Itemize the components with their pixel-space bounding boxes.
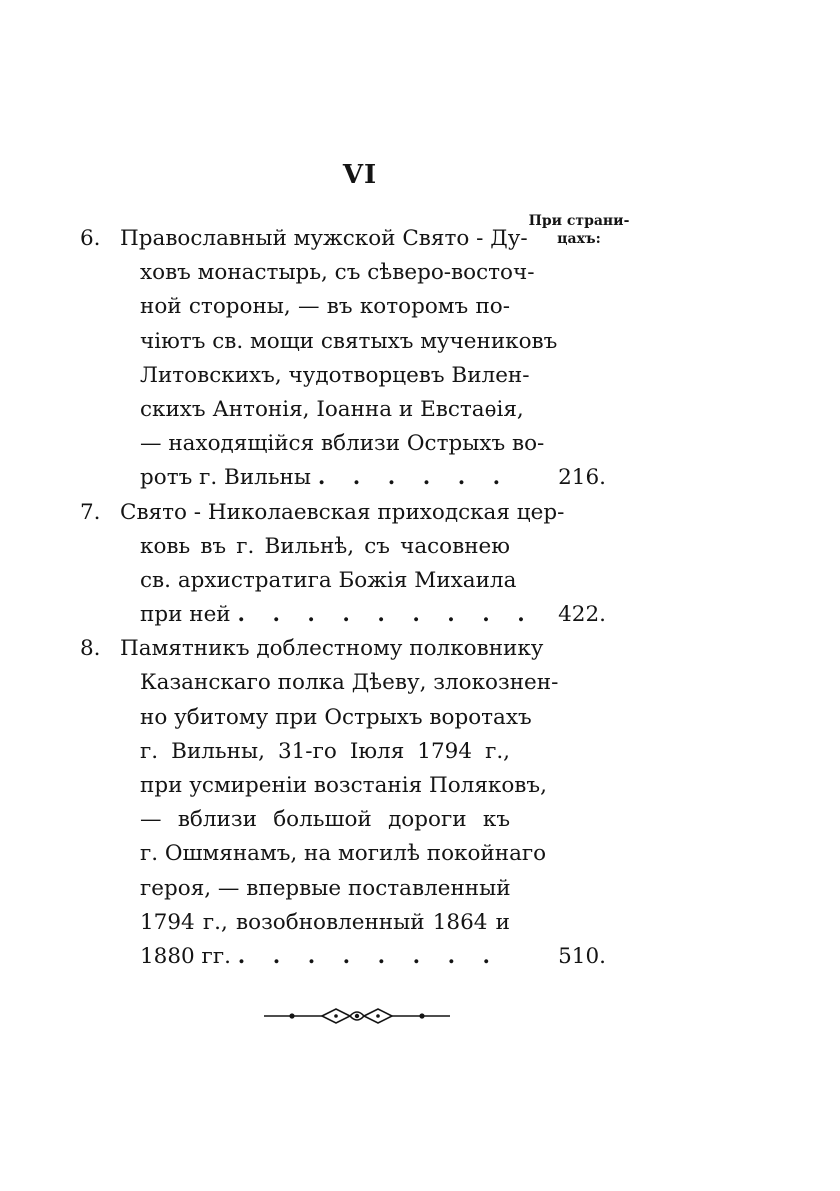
entry-text-line: 1794 г., возобновленный 1864 и [140,909,510,935]
entry-text: при ней [140,602,231,628]
entry-text-line: г. Вильны, 31-го Іюля 1794 г., [140,738,510,764]
entry-number: 6. [80,226,101,251]
entry-text-line: чіютъ св. мощи святыхъ мучениковъ [140,328,558,354]
entry-text-line: — вблизи большой дороги къ [140,807,510,833]
dot-leader: . . . . . . . . . [237,602,535,628]
entry-8 [0,632,840,974]
entry-text-line: Памятникъ доблестному полковнику [120,636,544,662]
entry-text-line: — находящійся вблизи Острыхъ во- [140,431,545,457]
page-number: VI [342,160,378,190]
entry-text-line: скихъ Антонія, Іоанна и Евстаѳія, [140,396,524,422]
page-reference: 216. [558,465,606,491]
entry-text-line: ной стороны, — въ которомъ по- [140,294,510,320]
entry-text-line-last [140,940,510,974]
entry-text: ротъ г. Вильны [140,465,311,491]
entry-text-line: но убитому при Острыхъ воротахъ [140,704,532,730]
entry-7 [0,496,840,633]
entries-list [0,222,840,974]
entry-text: 1880 гг. [140,943,231,969]
entry-text-line: героя, — впервые поставленный [140,875,511,901]
entry-number: 8. [80,636,101,662]
dot-leader: . . . . . . [317,465,511,491]
entry-text-line: Казанскаго полка Дѣеву, злокознен- [140,670,559,696]
entry-text-line: ковь въ г. Вильнѣ, съ часовнею [140,533,510,559]
entry-text-line-last [140,598,535,632]
entry-text-line: Православный мужской Свято - Ду- [120,226,528,251]
column-header-line-2: цахъ: [557,231,601,247]
dot-leader: . . . . . . . . [237,943,501,969]
entry-6 [0,222,840,496]
entry-text-line: при усмиреніи возстанія Поляковъ, [140,773,547,798]
entry-text-line: г. Ошмянамъ, на могилѣ покойнаго [140,841,547,867]
decorative-ornament [262,1004,452,1028]
entry-number: 7. [80,499,101,525]
entry-text-line-last [140,461,510,495]
entry-text-line: Свято - Николаевская приходская цер- [120,499,565,525]
page-reference: 422. [558,602,606,628]
column-header-line-1: При страни- [528,213,630,229]
entry-text-line: ховъ монастырь, съ сѣверо-восточ- [140,260,535,286]
entry-text-line: св. архистратига Божія Михаила [140,567,517,593]
entry-text-line: Литовскихъ, чудотворцевъ Вилен- [140,362,530,388]
page-reference: 510. [558,943,606,969]
